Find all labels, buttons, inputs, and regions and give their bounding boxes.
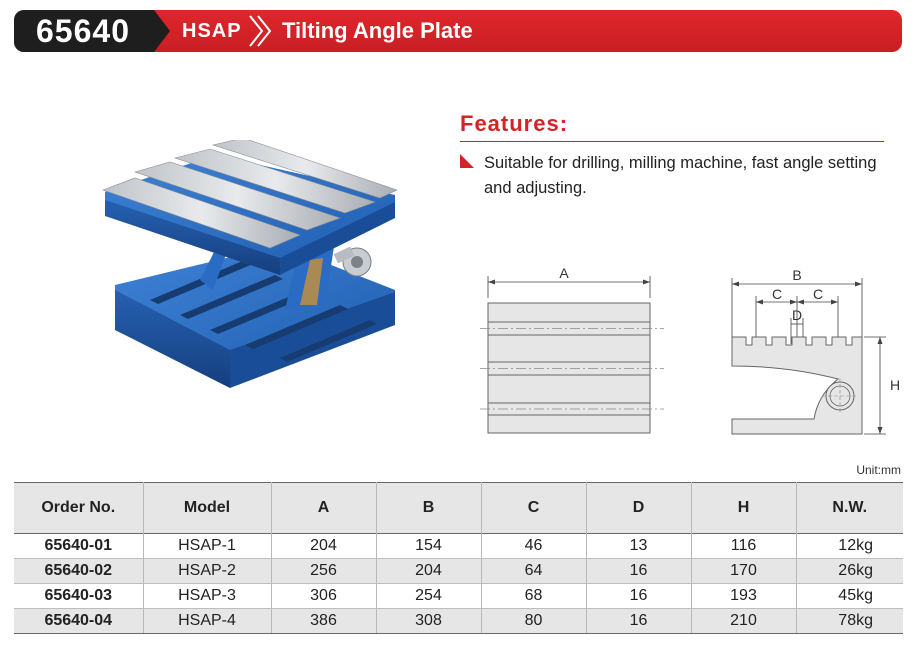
- cell-h: 210: [691, 609, 796, 634]
- product-title: Tilting Angle Plate: [282, 18, 473, 43]
- cell-h: 116: [691, 534, 796, 559]
- dim-a-label: A: [559, 265, 569, 281]
- cell-a: 306: [271, 584, 376, 609]
- cell-d: 16: [586, 584, 691, 609]
- cell-model: HSAP-3: [143, 584, 271, 609]
- side-view-drawing: [722, 262, 907, 442]
- features-heading: Features:: [460, 111, 569, 136]
- table-row: [14, 584, 903, 609]
- cell-b: 154: [376, 534, 481, 559]
- table-row: [14, 534, 903, 559]
- cell-h: 170: [691, 559, 796, 584]
- dim-h-label: H: [890, 377, 901, 393]
- col-nw: N.W.: [796, 483, 903, 534]
- table-row: [14, 559, 903, 584]
- col-model: Model: [143, 483, 271, 534]
- cell-nw: 78kg: [796, 609, 903, 634]
- cell-d: 16: [586, 609, 691, 634]
- cell-b: 204: [376, 559, 481, 584]
- cell-d: 13: [586, 534, 691, 559]
- col-h: H: [691, 483, 796, 534]
- spec-table: [14, 482, 903, 634]
- cell-order-no: 65640-04: [14, 609, 143, 634]
- cell-order-no: 65640-01: [14, 534, 143, 559]
- cell-a: 386: [271, 609, 376, 634]
- cell-d: 16: [586, 559, 691, 584]
- dim-c1-label: C: [771, 286, 783, 302]
- cell-nw: 26kg: [796, 559, 903, 584]
- unit-label: Unit:mm: [856, 463, 901, 477]
- product-series: HSAP: [182, 20, 242, 42]
- dim-c2-label: C: [812, 286, 824, 302]
- col-b: B: [376, 483, 481, 534]
- header-bar: [14, 10, 902, 52]
- cell-b: 254: [376, 584, 481, 609]
- cell-model: HSAP-1: [143, 534, 271, 559]
- cell-order-no: 65640-03: [14, 584, 143, 609]
- bullet-triangle-icon: [460, 154, 474, 168]
- cell-model: HSAP-4: [143, 609, 271, 634]
- cell-c: 80: [481, 609, 586, 634]
- col-a: A: [271, 483, 376, 534]
- cell-b: 308: [376, 609, 481, 634]
- cell-a: 204: [271, 534, 376, 559]
- cell-c: 68: [481, 584, 586, 609]
- front-body: [488, 303, 650, 433]
- product-image: [95, 140, 410, 395]
- cell-h: 193: [691, 584, 796, 609]
- cell-order-no: 65640-02: [14, 559, 143, 584]
- dim-b-label: B: [792, 267, 802, 283]
- cell-a: 256: [271, 559, 376, 584]
- cell-nw: 12kg: [796, 534, 903, 559]
- knob-center: [351, 256, 363, 268]
- table-row: [14, 609, 903, 634]
- product-code: 65640: [36, 13, 130, 49]
- cell-c: 64: [481, 559, 586, 584]
- col-d: D: [586, 483, 691, 534]
- cell-nw: 45kg: [796, 584, 903, 609]
- col-c: C: [481, 483, 586, 534]
- col-order-no: Order No.: [14, 483, 143, 534]
- table-header-row: [14, 483, 903, 534]
- features-divider: [460, 141, 884, 142]
- front-view-drawing: [478, 262, 678, 442]
- dim-d-label: D: [791, 307, 803, 323]
- cell-model: HSAP-2: [143, 559, 271, 584]
- cell-c: 46: [481, 534, 586, 559]
- feature-item: Suitable for drilling, milling machine, fast angle setting and adjusting.: [484, 154, 877, 197]
